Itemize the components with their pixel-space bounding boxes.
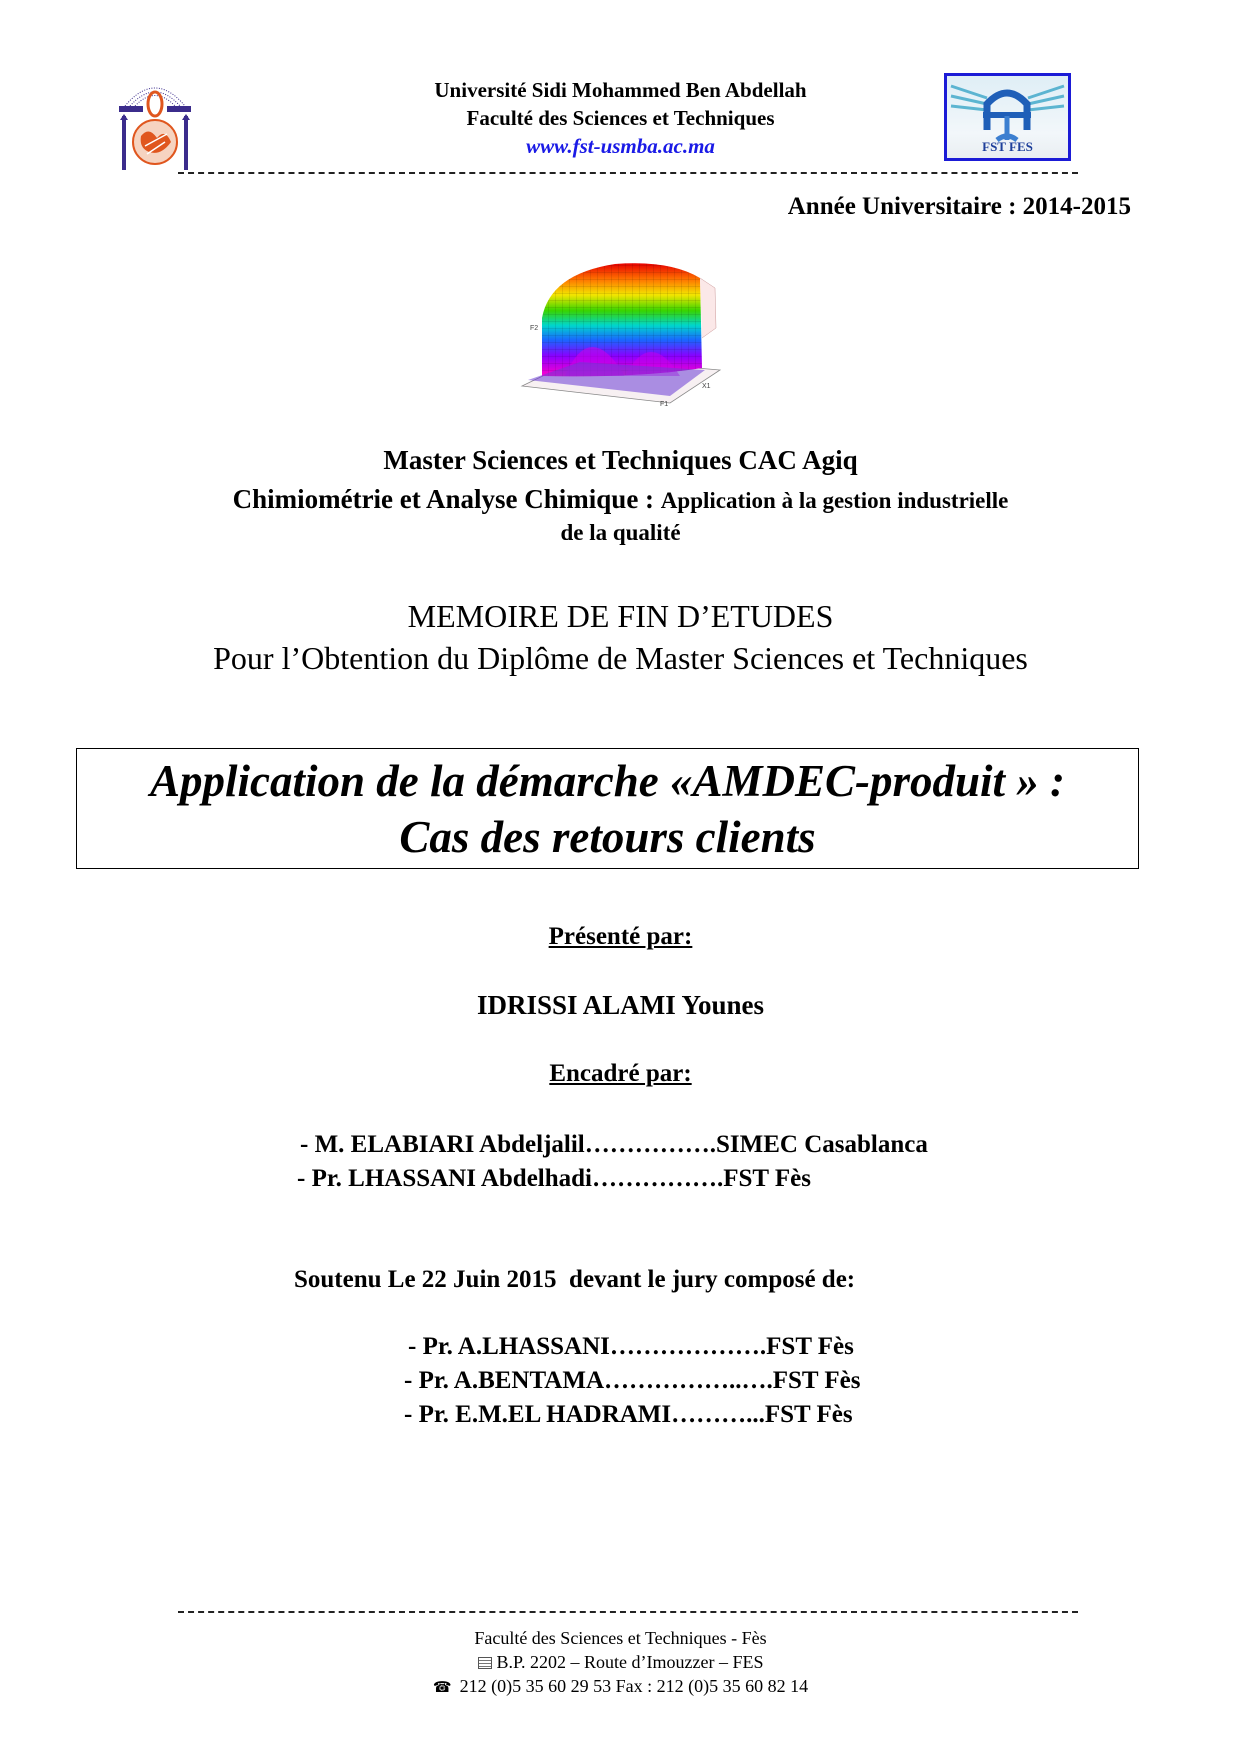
surface-plot-figure bbox=[520, 258, 725, 408]
footer-phone-row bbox=[0, 1674, 1241, 1700]
academic-year: Année Universitaire : 2014-2015 bbox=[787, 193, 1131, 220]
phone-icon: ☎ bbox=[432, 1680, 452, 1696]
svg-text:X1: X1 bbox=[702, 383, 711, 390]
supervisor-item: - M. ELABIARI Abdeljalil…………….SIMEC Casablanca bbox=[300, 1131, 928, 1158]
program-subtitle-cont: de la qualité bbox=[560, 520, 681, 545]
thesis-title-line2: Cas des retours clients bbox=[399, 812, 816, 862]
program-subtitle-rest: Application à la gestion industrielle bbox=[660, 488, 1009, 513]
fst-fes-logo bbox=[944, 73, 1071, 161]
author-name: IDRISSI ALAMI Younes bbox=[476, 990, 765, 1020]
footer-separator bbox=[178, 1611, 1078, 1613]
jury-list bbox=[404, 1330, 861, 1432]
jury-member: - Pr. A.BENTAMA……………..….FST Fès bbox=[404, 1367, 861, 1394]
university-name: Université Sidi Mohammed Ben Abdellah bbox=[434, 78, 807, 102]
program-subtitle bbox=[0, 482, 1241, 521]
program-subtitle-bold: Chimiométrie et Analyse Chimique : bbox=[232, 484, 661, 514]
footer-phone-fax: 212 (0)5 35 60 29 53 Fax : 212 (0)5 35 60 82 14 bbox=[459, 1676, 809, 1696]
fst-fes-label: FST FES bbox=[982, 139, 1033, 154]
footer-address: B.P. 2202 – Route d’Imouzzer – FES bbox=[496, 1652, 764, 1672]
footer-faculty: Faculté des Sciences et Techniques - Fès bbox=[474, 1628, 767, 1648]
footer bbox=[0, 1626, 1241, 1700]
supervisor-list bbox=[297, 1128, 928, 1196]
supervisor-item: - Pr. LHASSANI Abdelhadi…………….FST Fès bbox=[297, 1165, 811, 1192]
3d-surface-plot-icon bbox=[520, 258, 725, 408]
memoir-subheading: Pour l’Obtention du Diplôme de Master Sciences et Techniques bbox=[213, 640, 1028, 676]
presented-by-label: Présenté par: bbox=[548, 923, 693, 950]
faculty-name: Faculté des Sciences et Techniques bbox=[466, 106, 775, 130]
mailbox-icon bbox=[478, 1657, 492, 1669]
footer-address-row bbox=[0, 1650, 1241, 1674]
jury-member: - Pr. E.M.EL HADRAMI………...FST Fès bbox=[404, 1401, 853, 1428]
memoir-heading: MEMOIRE DE FIN D’ETUDES bbox=[407, 598, 834, 634]
thesis-title-box bbox=[76, 748, 1139, 869]
jury-member: - Pr. A.LHASSANI……………….FST Fès bbox=[408, 1333, 854, 1360]
defense-statement: Soutenu Le 22 Juin 2015 devant le jury composé de: bbox=[294, 1266, 856, 1293]
website-link[interactable]: www.fst-usmba.ac.ma bbox=[526, 134, 715, 158]
supervised-by-label: Encadré par: bbox=[549, 1060, 692, 1087]
header-separator bbox=[178, 172, 1078, 174]
svg-text:F1: F1 bbox=[660, 401, 669, 408]
thesis-title-line1: Application de la démarche «AMDEC-produit » : bbox=[149, 756, 1066, 806]
svg-text:F2: F2 bbox=[530, 325, 539, 332]
program-title: Master Sciences et Techniques CAC Agiq bbox=[383, 445, 858, 475]
